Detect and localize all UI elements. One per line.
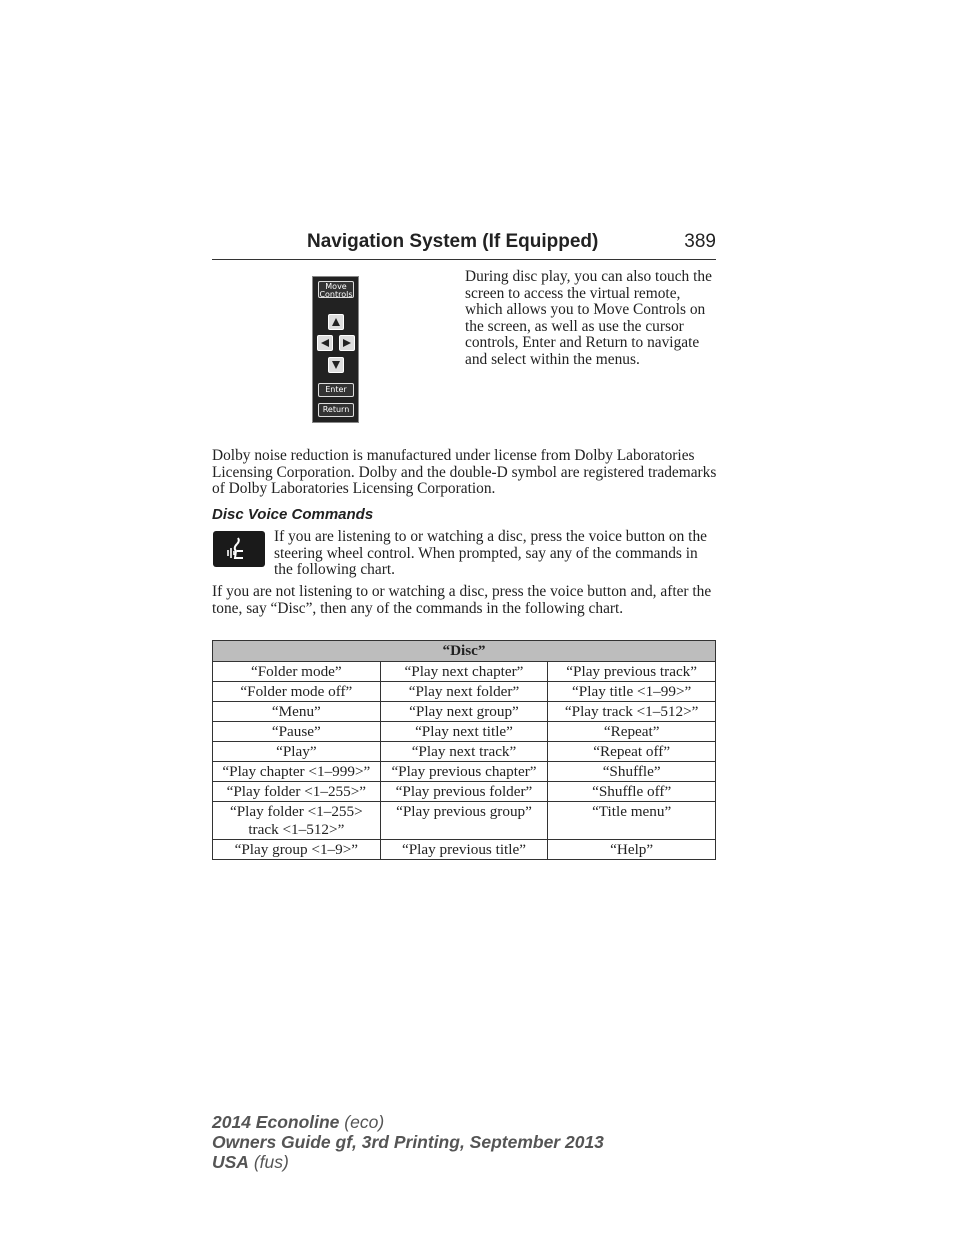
- table-cell: “Play chapter <1–999>”: [213, 762, 381, 782]
- footer-region: USA: [212, 1152, 249, 1172]
- table-row: [213, 782, 716, 802]
- table-cell: “Play group <1–9>”: [213, 840, 381, 860]
- table-cell: “Pause”: [213, 722, 381, 742]
- table-cell: “Folder mode off”: [213, 682, 381, 702]
- table-cell: “Play previous track”: [548, 662, 716, 682]
- up-arrow-icon: [328, 314, 344, 330]
- virtual-remote-image: [312, 276, 359, 423]
- right-arrow-icon: [339, 335, 355, 351]
- table-row: [213, 840, 716, 860]
- left-arrow-icon: [317, 335, 333, 351]
- table-cell: “Title menu”: [548, 802, 716, 840]
- table-row: [213, 762, 716, 782]
- table-header: “Disc”: [213, 641, 716, 662]
- table-cell: “Play folder <1–255> track <1–512>”: [213, 802, 381, 840]
- table-row: [213, 682, 716, 702]
- listening-paragraph: If you are listening to or watching a disc, press the voice button on the steering wheel control. When prompted, say any of the commands in the following chart.: [274, 528, 707, 579]
- table-cell: “Play next track”: [380, 742, 548, 762]
- page-number: 389: [684, 231, 716, 252]
- not-listening-paragraph: If you are not listening to or watching a disc, press the voice button and, after the tone, say “Disc”, then any of the commands in the following chart.: [212, 583, 712, 617]
- table-cell: “Play track <1–512>”: [548, 702, 716, 722]
- table-cell: “Play previous group”: [380, 802, 548, 840]
- dolby-paragraph: Dolby noise reduction is manufactured under license from Dolby Laboratories Licensing Corporation. Dolby and the double-D symbol are registered trademarks of Dolby Laboratories Licensing Corporation.: [212, 447, 717, 498]
- footer-region-code: (fus): [253, 1152, 289, 1172]
- table-cell: “Repeat off”: [548, 742, 716, 762]
- table-cell: “Play title <1–99>”: [548, 682, 716, 702]
- table-row: [213, 662, 716, 682]
- table-row: [213, 702, 716, 722]
- page-title: Navigation System (If Equipped): [307, 231, 599, 252]
- down-arrow-icon: [328, 357, 344, 373]
- table-cell: “Play next group”: [380, 702, 548, 722]
- table-cell: “Repeat”: [548, 722, 716, 742]
- footer-model: 2014 Econoline: [212, 1112, 340, 1132]
- table-cell: “Shuffle off”: [548, 782, 716, 802]
- section-heading: Disc Voice Commands: [212, 506, 374, 523]
- page-header: [212, 229, 716, 260]
- enter-button: Enter: [318, 383, 354, 397]
- table-cell: “Menu”: [213, 702, 381, 722]
- move-controls-label-2: Controls: [319, 290, 353, 299]
- virtual-remote-paragraph: During disc play, you can also touch the screen to access the virtual remote, which allows you to Move Controls on the screen, as well as use the cursor controls, Enter and Return to navigate and select within the menus.: [465, 268, 712, 368]
- move-controls-label-1: Move: [325, 282, 347, 291]
- return-button: Return: [318, 403, 354, 417]
- table-cell: “Play folder <1–255>”: [213, 782, 381, 802]
- table-row: [213, 742, 716, 762]
- disc-commands-table: [212, 640, 716, 860]
- table-cell: “Folder mode”: [213, 662, 381, 682]
- table-cell: “Play next folder”: [380, 682, 548, 702]
- table-cell: “Play previous chapter”: [380, 762, 548, 782]
- table-cell: “Shuffle”: [548, 762, 716, 782]
- table-cell: “Play”: [213, 742, 381, 762]
- table-cell: “Play previous folder”: [380, 782, 548, 802]
- page-footer: [212, 1112, 604, 1172]
- move-controls-button: [318, 281, 354, 298]
- table-cell: “Play previous title”: [380, 840, 548, 860]
- table-cell: “Play next title”: [380, 722, 548, 742]
- table-cell: “Play next chapter”: [380, 662, 548, 682]
- footer-model-code: (eco): [344, 1112, 385, 1132]
- table-row: [213, 802, 716, 840]
- footer-guide: Owners Guide gf, 3rd Printing, September 2013: [212, 1132, 604, 1152]
- table-cell: “Help”: [548, 840, 716, 860]
- table-row: [213, 722, 716, 742]
- voice-command-icon: [213, 531, 265, 567]
